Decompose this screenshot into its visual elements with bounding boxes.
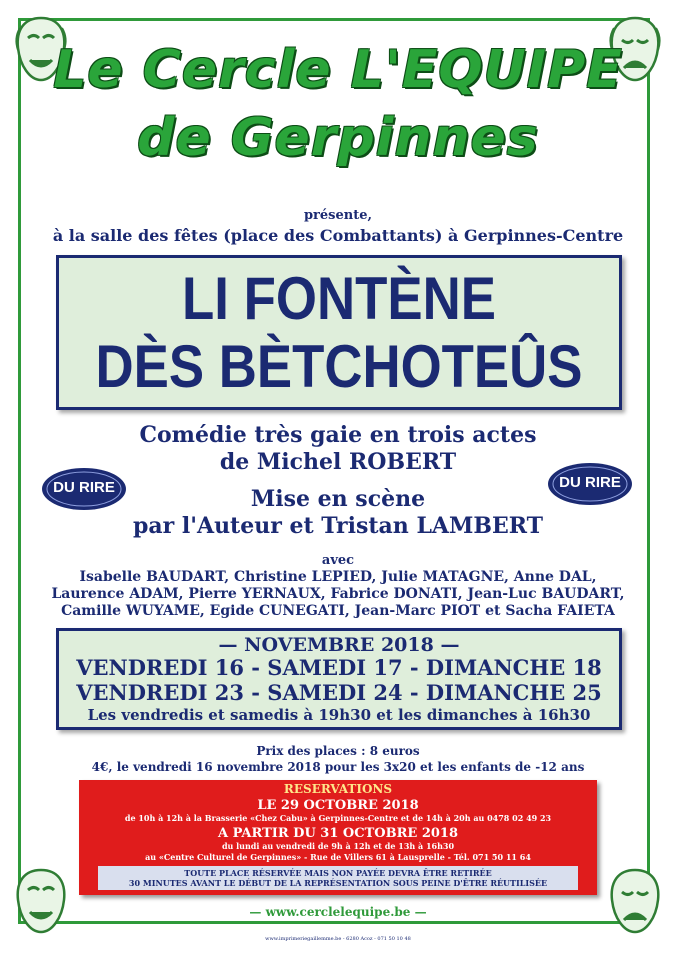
website-link[interactable]: — www.cerclelequipe.be — [249,905,427,919]
direction-line1: Mise en scène [250,486,426,512]
cast-list [0,569,676,620]
theatre-mask-icon [604,866,666,936]
reservation-date2: A PARTIR DU 31 OCTOBRE 2018 [217,826,459,841]
venue-text: à la salle des fêtes (place des Combattants) à Gerpinnes-Centre [52,226,624,245]
printer-credit: www.imprimeriegaillemme.be - 6280 Acoz - 071 50 10 48 [265,936,411,942]
reduced-price-line: 4€, le vendredi 16 novembre 2018 pour les 3x20 et les enfants de -12 ans [91,760,585,774]
reservation-note2: 30 MINUTES AVANT LE DÉBUT DE LA REPRÉSENTATION SOUS PEINE D'ÊTRE RÉUTILISÉE [128,878,548,888]
direction-line2: par l'Auteur et Tristan LAMBERT [133,513,543,539]
theatre-mask-icon [10,866,72,936]
dates-week2: VENDREDI 23 - SAMEDI 24 - DIMANCHE 25 [76,680,602,705]
play-genre: Comédie très gaie en trois actes [139,422,537,448]
reservation-detail2: du lundi au vendredi de 9h à 12h et de 13h à 16h30 [221,841,455,851]
reservations-heading: RESERVATIONS [283,782,393,796]
show-times: Les vendredis et samedis à 19h30 et les dimanches à 16h30 [87,706,591,724]
price-line: Prix des places : 8 euros [256,744,420,758]
reservation-detail3: au «Centre Culturel de Gerpinnes» - Rue de Villers 61 à Lausprelle - Tél. 071 50 11 64 [145,852,531,862]
cast-line: Laurence ADAM, Pierre YERNAUX, Fabrice DONATI, Jean-Luc BAUDART, [51,586,625,602]
dates-week1: VENDREDI 16 - SAMEDI 17 - DIMANCHE 18 [76,655,602,680]
month-heading: — NOVEMBRE 2018 — [218,634,460,656]
presents-text: présente, [303,208,373,223]
du-rire-label-left: DU RIRE [53,479,115,496]
du-rire-label-right: DU RIRE [559,474,621,491]
reservation-date1: LE 29 OCTOBRE 2018 [257,798,419,813]
cast-line: Camille WUYAME, Egide CUNEGATI, Jean-Marc PIOT et Sacha FAIETA [61,603,615,619]
play-title-line1: LI FONTÈNE [182,265,496,332]
play-title-line2: DÈS BÈTCHOTEÛS [95,333,583,400]
troupe-name-line2: de Gerpinnes [137,108,539,168]
cast-intro: avec [321,553,355,568]
reservation-note1: TOUTE PLACE RÉSERVÉE MAIS NON PAYÉE DEVRA ÊTRE RETIRÉE [184,868,492,878]
reservation-detail1: de 10h à 12h à la Brasserie «Chez Cabu» à Gerpinnes-Centre et de 14h à 20h au 0478 02 49 23 [124,813,552,823]
play-author: de Michel ROBERT [219,449,457,475]
troupe-name-line1: Le Cercle L'EQUIPE [53,40,623,100]
cast-line: Isabelle BAUDART, Christine LEPIED, Julie MATAGNE, Anne DAL, [79,569,597,585]
